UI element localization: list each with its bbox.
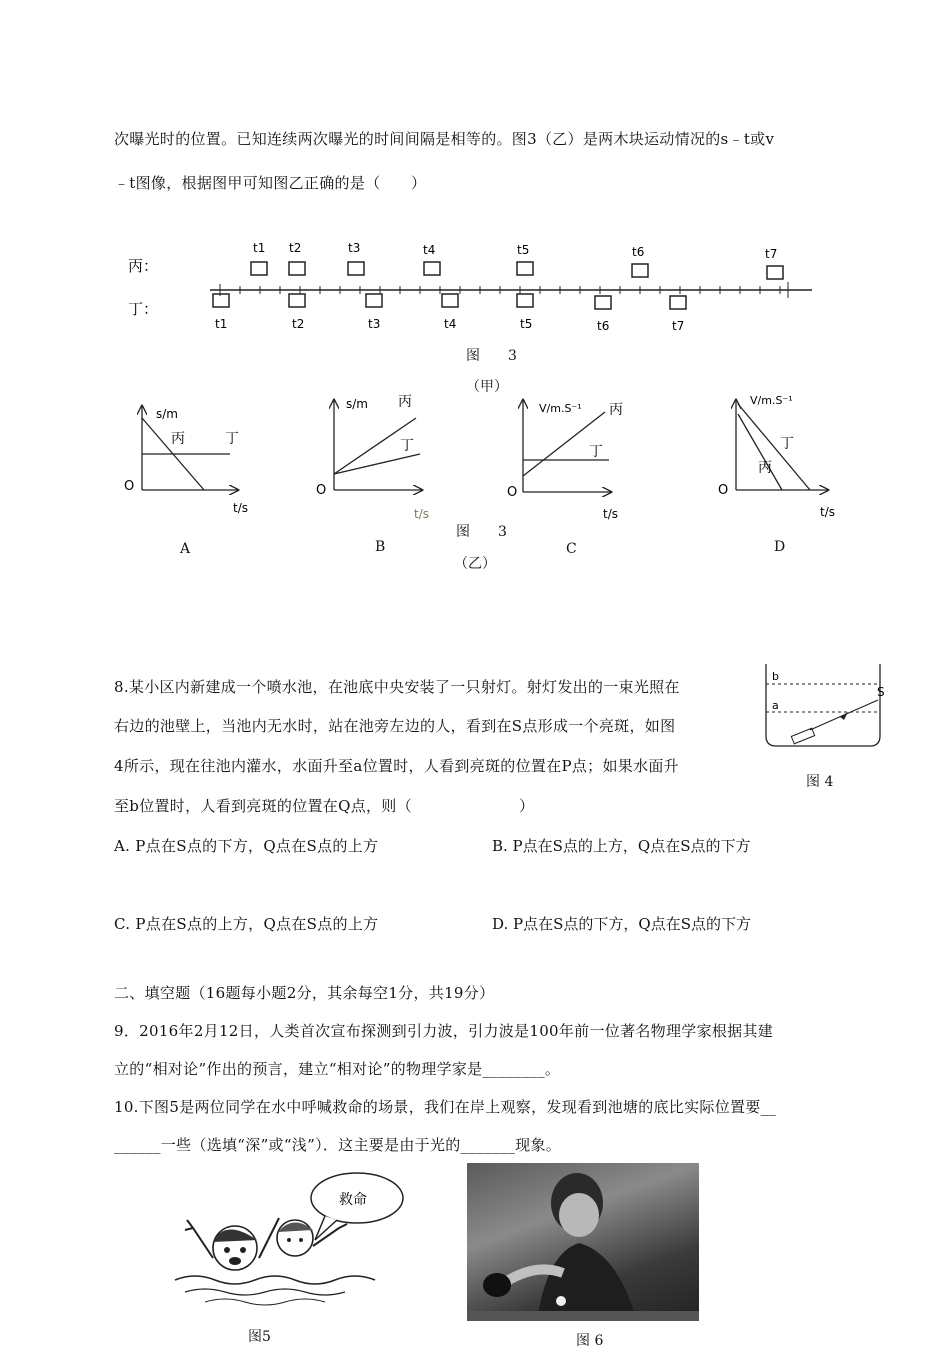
bing-t3: t3 (348, 241, 361, 255)
q8-option-a: A. P点在S点的下方，Q点在S点的上方 (114, 837, 379, 855)
figure-3a-caption: 图 3 (466, 348, 517, 364)
ding-t6: t6 (597, 319, 610, 333)
graph-c-ylabel: V/m.S⁻¹ (539, 402, 582, 415)
block-ding-5 (517, 294, 533, 307)
graph-a-letter: A (180, 541, 191, 557)
figure-3b-caption: 图 3 (456, 524, 507, 540)
graph-c-origin: O (507, 485, 518, 500)
graph-d (712, 390, 852, 520)
q9-line-1: 9．2016年2月12日，人类首次宣布探测到引力波，引力波是100年前一位著名物理学家根据其建 (114, 1022, 774, 1040)
block-bing-7 (767, 266, 783, 279)
block-bing-3 (348, 262, 364, 275)
figure-4-diagram (760, 660, 890, 760)
graph-c-label-bing: 丙 (609, 402, 623, 418)
q10-line-1: 10.下图5是两位同学在水中呼喊救命的场景，我们在岸上观察，发现看到池塘的底比实际位置要__ (114, 1098, 777, 1116)
ding-t7: t7 (672, 319, 685, 333)
ding-t5: t5 (520, 317, 533, 331)
graph-c-letter: C (566, 541, 577, 557)
graph-a-label-ding: 丁 (225, 431, 239, 447)
figure-3a-diagram (120, 236, 820, 336)
graph-b-letter: B (375, 539, 386, 555)
speech-bubble-text: 救命 (339, 1192, 367, 1208)
fig4-b-label: b (772, 670, 779, 683)
bing-t4: t4 (423, 243, 436, 257)
block-ding-4 (442, 294, 458, 307)
block-ding-7 (670, 296, 686, 309)
q8-option-d: D. P点在S点的下方，Q点在S点的下方 (492, 915, 751, 933)
graph-c-xlabel: t/s (603, 507, 618, 520)
figure-6-caption: 图 6 (576, 1333, 604, 1349)
graph-d-label-ding: 丁 (780, 436, 794, 452)
block-ding-2 (289, 294, 305, 307)
figure-4-caption: 图 4 (806, 774, 834, 790)
q8-line-4: 至b位置时，人看到亮斑的位置在Q点，则（ ） (114, 797, 535, 815)
graph-b-origin: O (316, 483, 327, 498)
spotlight (791, 728, 814, 744)
block-bing-6 (632, 264, 648, 277)
graph-b (310, 390, 450, 520)
bing-t1: t1 (253, 241, 266, 255)
block-ding-3 (366, 294, 382, 307)
figure-5-caption: 图5 (248, 1329, 271, 1345)
graph-d-letter: D (774, 539, 786, 555)
q7-line-1: 次曝光时的位置。已知连续两次曝光的时间间隔是相等的。图3（乙）是两木块运动情况的s﹣t或v (114, 130, 775, 148)
figure-3a-sub: （甲） (466, 379, 508, 395)
q10-line-2: ______一些（选填“深”或“浅”）．这主要是由于光的_______现象。 (114, 1136, 562, 1154)
graph-b-label-bing: 丙 (398, 394, 412, 410)
graph-c (505, 390, 655, 520)
q8-option-c: C. P点在S点的上方，Q点在S点的上方 (114, 915, 379, 933)
figure-5-illustration (165, 1168, 425, 1318)
block-bing-4 (424, 262, 440, 275)
block-bing-1 (251, 262, 267, 275)
fig4-a-label: a (772, 699, 779, 712)
graph-a-xlabel: t/s (233, 501, 248, 515)
graph-b-xlabel: t/s (414, 507, 429, 520)
q7-line-2: ﹣t图像，根据图甲可知图乙正确的是（ ） (114, 174, 427, 192)
graph-d-xlabel: t/s (820, 505, 835, 519)
row-label-ding: 丁： (128, 300, 159, 318)
fig4-s-label: S (877, 685, 885, 699)
graph-a-origin: O (124, 479, 135, 494)
block-bing-5 (517, 262, 533, 275)
graph-a-ylabel: s/m (156, 407, 178, 421)
bing-t7: t7 (765, 247, 778, 261)
figure-3b-sub: （乙） (454, 556, 496, 572)
bing-t6: t6 (632, 245, 645, 259)
ding-t4: t4 (444, 317, 457, 331)
q8-option-b: B. P点在S点的上方，Q点在S点的下方 (492, 837, 751, 855)
graph-d-origin: O (718, 483, 729, 498)
graph-d-label-bing: 丙 (758, 460, 772, 476)
graph-a (118, 398, 258, 518)
graph-d-ylabel: V/m.S⁻¹ (750, 394, 793, 407)
q8-line-3: 4所示，现在往池内灌水，水面升至a位置时，人看到亮斑的位置在P点；如果水面升 (114, 757, 679, 775)
q9-line-2: 立的“相对论”作出的预言，建立“相对论”的物理学家是________。 (114, 1060, 561, 1078)
graph-c-label-ding: 丁 (589, 444, 603, 460)
graph-a-label-bing: 丙 (171, 431, 185, 447)
figure-6-photo (467, 1163, 699, 1321)
ding-t1: t1 (215, 317, 228, 331)
section-2-title: 二、填空题（16题每小题2分，其余每空1分，共19分） (114, 984, 495, 1002)
ding-t2: t2 (292, 317, 305, 331)
block-ding-1 (213, 294, 229, 307)
block-ding-6 (595, 296, 611, 309)
ding-t3: t3 (368, 317, 381, 331)
row-label-bing: 丙： (128, 257, 159, 275)
q8-line-1: 8.某小区内新建成一个喷水池，在池底中央安装了一只射灯。射灯发出的一束光照在 (114, 678, 680, 696)
bing-t2: t2 (289, 241, 302, 255)
q8-line-2: 右边的池壁上，当池内无水时，站在池旁左边的人，看到在S点形成一个亮斑，如图 (114, 717, 676, 735)
bing-t5: t5 (517, 243, 530, 257)
table-tennis-player-image (467, 1163, 699, 1321)
graph-b-label-ding: 丁 (400, 438, 414, 454)
graph-b-ylabel: s/m (346, 397, 368, 411)
block-bing-2 (289, 262, 305, 275)
